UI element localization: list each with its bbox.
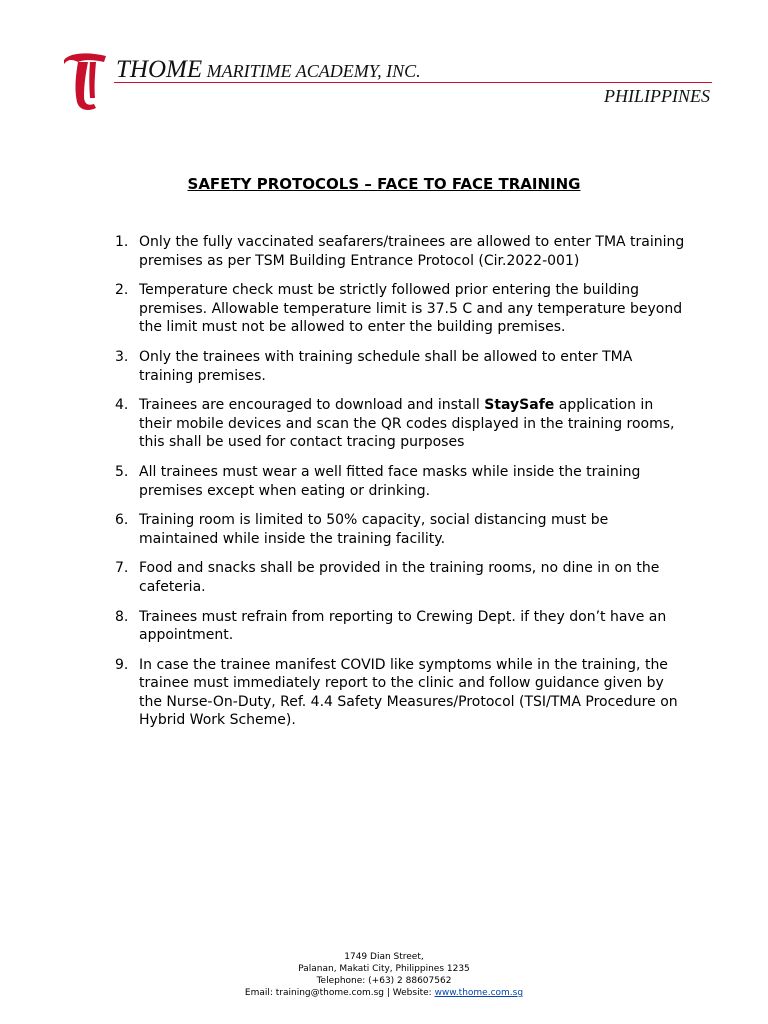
protocol-item	[115, 608, 685, 645]
footer-city: Palanan, Makati City, Philippines 1235	[298, 964, 470, 974]
item-number: 5.	[115, 463, 129, 480]
item-text: Trainees are encouraged to download and install	[139, 397, 485, 414]
item-number: 2.	[115, 282, 129, 299]
item-number: 9.	[115, 656, 129, 673]
header-divider	[114, 82, 712, 83]
company-name-main: THOME	[116, 56, 203, 83]
item-text-cont: application in their mobile devices and scan the QR codes displayed in the training rooms, this shall be used for contact tracing purposes	[139, 397, 675, 451]
protocol-item	[115, 281, 685, 337]
company-name-rest: MARITIME ACADEMY, INC.	[202, 61, 421, 81]
protocol-item	[115, 463, 685, 500]
company-name	[116, 56, 421, 84]
footer-email: Email: training@thome.com.sg | Website:	[244, 988, 435, 998]
item-text: In case the trainee manifest COVID like symptoms while in the training, the trainee must immediately report to the clinic and follow guidance given by the Nurse-On-Duty, Ref. 4.4 Safety Measures/Protocol (TSI/TMA Procedure on Hybrid Work Scheme).	[139, 656, 678, 729]
website-link[interactable]: www.thome.com.sg	[434, 988, 524, 998]
app-name: StaySafe	[484, 397, 555, 414]
item-text: Food and snacks shall be provided in the training rooms, no dine in on the cafeteria.	[139, 560, 660, 595]
item-number: 1.	[115, 234, 129, 250]
protocol-item	[115, 348, 685, 385]
protocol-item	[115, 396, 685, 452]
item-text: Training room is limited to 50% capacity, social distancing must be maintained while inside the training facility.	[139, 512, 609, 547]
protocol-list	[115, 233, 685, 741]
footer-street: 1749 Dian Street,	[344, 952, 424, 962]
company-logo	[60, 50, 110, 114]
document-title: SAFETY PROTOCOLS – FACE TO FACE TRAINING	[187, 175, 581, 193]
item-text: Temperature check must be strictly followed prior entering the building premises. Allowable temperature limit is 37.5 C and any temperature beyond the limit must not be allowed to enter the building premises.	[139, 282, 683, 336]
item-number: 8.	[115, 608, 129, 625]
protocol-item	[115, 511, 685, 548]
item-number: 7.	[115, 560, 129, 577]
footer	[0, 951, 768, 999]
protocol-item	[115, 559, 685, 596]
item-text: All trainees must wear a well fitted face masks while inside the training premises except when eating or drinking.	[139, 463, 641, 499]
footer-telephone: Telephone: (+63) 2 88607562	[316, 976, 452, 986]
country-label: PHILIPPINES	[604, 86, 710, 106]
protocol-item	[115, 656, 685, 730]
item-number: 6.	[115, 512, 129, 529]
item-text: Trainees must refrain from reporting to Crewing Dept. if they don’t have an appointment.	[139, 608, 667, 644]
protocol-item	[115, 233, 685, 270]
item-number: 4.	[115, 397, 129, 414]
item-text: Only the fully vaccinated seafarers/trainees are allowed to enter TMA training premises as per TSM Building Entrance Protocol (Cir.2022-001)	[139, 234, 685, 269]
item-text: Only the trainees with training schedule shall be allowed to enter TMA training premises.	[139, 348, 633, 384]
item-number: 3.	[115, 348, 129, 365]
footer-contact	[0, 987, 768, 999]
